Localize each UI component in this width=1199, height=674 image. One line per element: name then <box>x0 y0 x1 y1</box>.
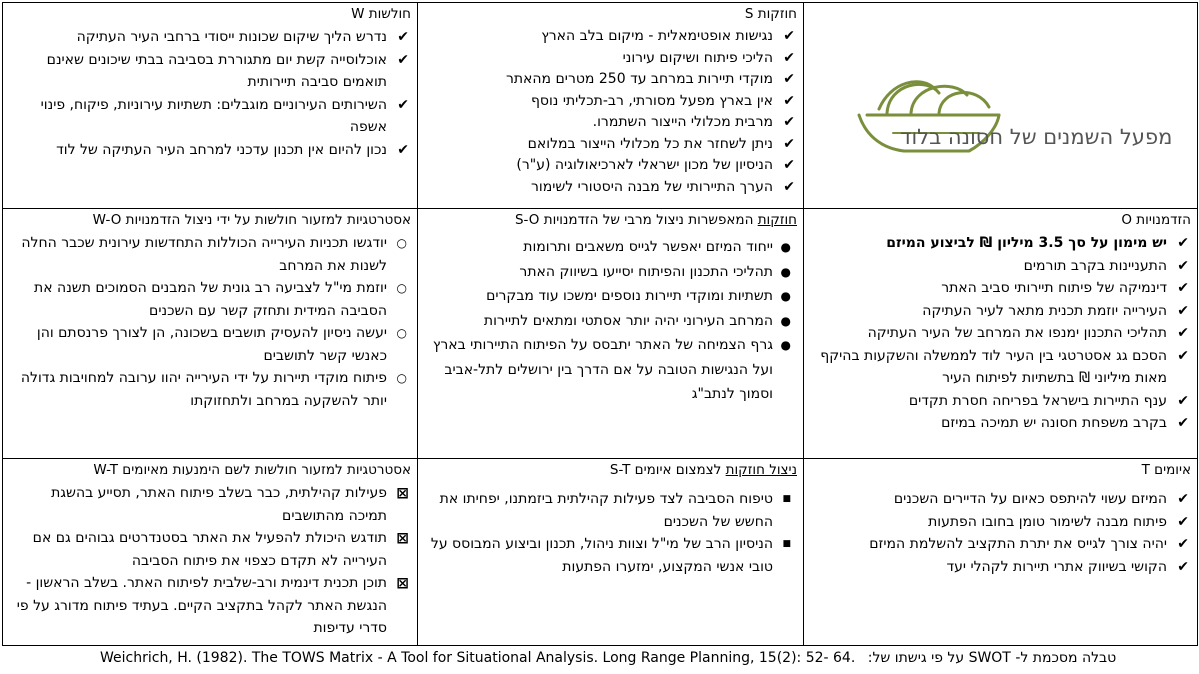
list-item: ✔ הסכם גג אסטרטגי בין העיר לוד לממשלה והשקעות בהיקף מאות מיליוני ₪ בתשתיות לפיתוח העיר <box>812 345 1191 390</box>
wo-strategies-cell <box>3 209 418 459</box>
check-icon: ✔ <box>1177 558 1189 575</box>
check-icon: ✔ <box>1177 302 1189 319</box>
st-list <box>426 482 797 578</box>
weaknesses-title: חולשות W <box>351 6 411 22</box>
list-item: ✔ הערך התיירותי של מבנה היסטורי לשימור <box>426 177 797 199</box>
threats-cell <box>804 459 1198 646</box>
circle-bullet-icon: ○ <box>396 281 407 295</box>
caption-hebrew: טבלה מסכמת ל- SWOT על פי גישתו של: <box>867 650 1117 666</box>
so-title: חוזקות המאפשרות ניצול מרבי של הזדמנויות S-O <box>514 212 797 228</box>
check-icon: ✔ <box>1177 280 1189 296</box>
bullet-dot-icon: ● <box>780 289 791 303</box>
check-icon: ✔ <box>1177 536 1189 552</box>
bullet-dot-icon: ● <box>780 240 791 254</box>
boxed-x-icon: ⊠ <box>396 574 409 592</box>
circle-bullet-icon: ○ <box>396 236 407 250</box>
square-bullet-icon: ■ <box>782 539 791 549</box>
check-icon: ✔ <box>1177 235 1189 251</box>
boxed-x-icon: ⊠ <box>396 484 409 502</box>
list-item: ✔ נדרש הליך שיקום שכונות ייסודי ברחבי העיר העתיקה <box>11 26 411 49</box>
circle-bullet-icon: ○ <box>396 326 407 340</box>
list-item: ✔ העירייה יוזמת תכנית מתאר לעיר העתיקה <box>812 300 1191 323</box>
bullet-dot-icon: ● <box>780 264 791 279</box>
check-icon: ✔ <box>783 28 795 44</box>
list-item: ● תשתיות ומוקדי תיירות נוספים ימשכו עוד מבקרים <box>426 284 797 309</box>
list-item: ● המרחב העירוני יהיה יותר אסתטי ומתאים לתיירות <box>426 309 797 334</box>
list-item: ○ יוזמת מי"ל לצביעה רב גונית של המבנים הסמוכים תשנה את הסביבה המידית ותחזק קשר עם השכנים <box>11 277 411 322</box>
threats-title: איומים T <box>1141 462 1191 478</box>
so-strategies-cell <box>418 209 804 459</box>
list-item: ✔ מוקדי תיירות במרחב עד 250 מטרים מהאתר <box>426 69 797 91</box>
list-item: ■ הניסיון הרב של מי"ל וצוות ניהול, תכנון וביצוע המבוסס על טובי אנשי המקצוע, ימזערו הפתעות <box>426 533 797 578</box>
check-icon: ✔ <box>397 141 409 158</box>
check-icon: ✔ <box>783 71 795 87</box>
list-item: ✔ המיזם עשוי להיתפס כאיום על הדיירים השכנים <box>812 488 1191 511</box>
list-item: ✔ פיתוח מבנה לשימור טומן בחובו הפתעות <box>812 511 1191 534</box>
logo-text: מפעל השמנים של חסונה בלוד <box>900 125 1173 149</box>
list-item: ○ יודגשו תכניות העירייה הכוללות התחדשות עירונית שכבר החלה לשנות את המרחב <box>11 232 411 277</box>
list-item: ✔ תהליכי התכנון ימנפו את המרחב של העיר העתיקה <box>812 322 1191 345</box>
opportunities-list <box>812 232 1191 435</box>
strengths-cell <box>418 3 804 209</box>
weaknesses-cell <box>3 3 418 209</box>
check-icon: ✔ <box>1177 513 1189 530</box>
list-item: ✔ אוכלוסייה קשת יום מתגוררת בסביבה בבתי שיכונים שאינם תואמים סביבה תיירותית <box>11 49 411 94</box>
list-item: ✔ הניסיון של מכון ישראלי לארכיאולוגיה (ע"ר) <box>426 155 797 177</box>
list-item: ○ פיתוח מוקדי תיירות על ידי העירייה יהוו ערובה למחויבות גדולה יותר להשקעה במרחב ולתחזוקתו <box>11 367 411 412</box>
weaknesses-list <box>11 26 411 161</box>
check-icon: ✔ <box>397 51 409 68</box>
opportunities-cell <box>804 209 1198 459</box>
st-strategies-cell <box>418 459 804 646</box>
list-item: ✔ נגישות אופטימאלית - מיקום בלב הארץ <box>426 26 797 48</box>
bullet-dot-icon: ● <box>780 313 791 328</box>
list-item: ⊠ פעילות קהילתית, כבר בשלב פיתוח האתר, תסייע בהשגת תמיכה מהתושבים <box>51 484 409 524</box>
square-bullet-icon: ■ <box>782 494 791 504</box>
check-icon: ✔ <box>397 96 409 113</box>
wt-title: אסטרטגיות למזעור חולשות לשם הימנעות מאיומים W-T <box>93 462 411 478</box>
list-item: ✔ אין בארץ מפעל מסורתי, רב-תכליתי נוסף <box>426 91 797 113</box>
list-item: ✔ ענף התיירות בישראל בפריחה חסרת תקדים <box>812 390 1191 413</box>
check-icon: ✔ <box>1177 392 1189 409</box>
list-item: ■ טיפוח הסביבה לצד פעילות קהילתית ביזמתנו, יפחיתו את החשש של השכנים <box>426 488 797 533</box>
check-icon: ✔ <box>783 135 795 152</box>
wt-strategies-cell <box>3 459 418 646</box>
check-icon: ✔ <box>783 49 795 66</box>
list-item: ✔ השירותים העירוניים מוגבלים: תשתיות עירוניות, פיקוח, פינוי אשפה <box>11 94 411 139</box>
list-item: ● תהליכי התכנון והפיתוח יסייעו בשיווק האתר <box>426 260 797 285</box>
bullet-dot-icon: ● <box>780 338 791 352</box>
check-icon: ✔ <box>783 178 795 195</box>
check-icon: ✔ <box>783 92 795 109</box>
list-item: ✔ יהיה צורך לגייס את יתרת התקציב להשלמת המיזם <box>812 533 1191 556</box>
st-title: ניצול חוזקות לצמצום איומים S-T <box>609 462 797 478</box>
logo-cell <box>804 3 1198 209</box>
check-icon: ✔ <box>1177 491 1189 507</box>
threats-list <box>812 482 1191 578</box>
wo-list <box>11 232 411 412</box>
list-item: ○ יעשה ניסיון להעסיק תושבים בשכונה, הן לצורך פרנסתם והן כאנשי קשר לתושבים <box>11 322 411 367</box>
strengths-title: חוזקות S <box>744 6 797 22</box>
list-item: ✔ נכון להיום אין תכנון עדכני למרחב העיר העתיקה של לוד <box>11 139 411 162</box>
list-item: ✔ בקרב משפחת חסונה יש תמיכה במיזם <box>812 412 1191 435</box>
strengths-list <box>426 26 797 198</box>
tows-matrix-table <box>2 2 1198 646</box>
list-item: ⊠ תוכן תכנית דינמית ורב-שלבית לפיתוח האתר. בשלב הראשון - הנגשת האתר לקהל בתקציב הקיים. בעתיד פיתוח מדורג על פי סדרי עדיפות <box>16 574 409 636</box>
check-icon: ✔ <box>783 114 795 130</box>
wo-title: אסטרטגיות למזעור חולשות על ידי ניצול הזדמנויות W-O <box>92 212 411 228</box>
list-item: ✔ דינמיקה של פיתוח תיירותי סביב האתר <box>812 277 1191 300</box>
circle-bullet-icon: ○ <box>396 371 407 385</box>
list-item: ✔ ניתן לשחזר את כל מכלולי הייצור במלואם <box>426 134 797 156</box>
list-item: ✔ יש מימון על סך 3.5 מיליון ₪ לביצוע המיזם <box>812 232 1191 255</box>
list-item: ✔ התעניינות בקרב תורמים <box>812 255 1191 278</box>
check-icon: ✔ <box>1177 347 1189 364</box>
list-item: ✔ הקושי בשיווק אתרי תיירות לקהלי יעד <box>812 556 1191 579</box>
table-caption <box>100 648 1192 668</box>
citation-text: Weichrich, H. (1982). The TOWS Matrix - A Tool for Situational Analysis. Long Range Planning, 15(2): 52- 64. <box>100 650 856 666</box>
wt-list <box>11 482 411 640</box>
check-icon: ✔ <box>397 29 409 45</box>
check-icon: ✔ <box>1177 257 1189 274</box>
so-list <box>426 232 797 407</box>
list-item: ✔ מרבית מכלולי הייצור השתמרו. <box>426 112 797 134</box>
check-icon: ✔ <box>1177 415 1189 431</box>
list-item: ● גרף הצמיחה של האתר יתבסס על הפיתוח התיירותי בארץ ועל הנגישות הטובה על אם הדרך בין ירושלים לתל-אביב וסמוך לנתב"ג <box>426 333 797 407</box>
boxed-x-icon: ⊠ <box>396 529 409 547</box>
opportunities-title: הזדמנויות O <box>1121 212 1191 228</box>
list-item: ● ייחוד המיזם יאפשר לגייס משאבים ותרומות <box>426 235 797 260</box>
list-item: ✔ הליכי פיתוח ושיקום עירוני <box>426 48 797 70</box>
check-icon: ✔ <box>783 157 795 173</box>
list-item: ⊠ תודגש היכולת להפעיל את האתר בסטנדרטים גבוהים גם אם העירייה לא תקדם כצפוי את פיתוח הסביבה <box>32 529 409 569</box>
check-icon: ✔ <box>1177 325 1189 341</box>
